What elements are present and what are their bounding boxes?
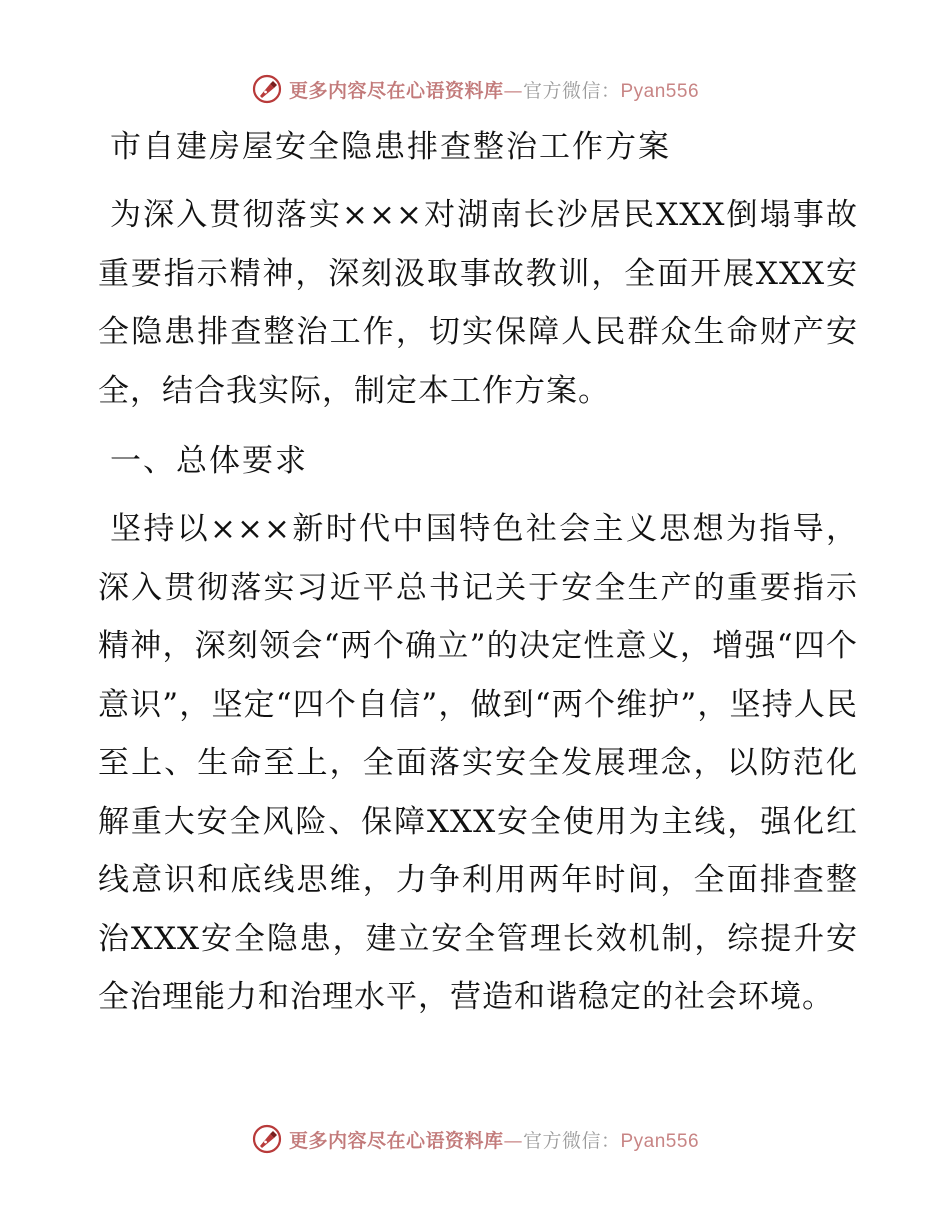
header-wechat-label: 官方微信：	[522, 79, 621, 102]
document-body	[98, 118, 858, 1027]
footer-banner-content	[251, 1123, 699, 1155]
pen-nib-logo-icon	[251, 1123, 283, 1155]
header-wechat-id: Pyan556	[620, 80, 700, 102]
footer-wechat-label: 官方微信：	[522, 1129, 621, 1152]
header-banner-content	[251, 73, 699, 105]
header-banner-text	[289, 76, 699, 103]
footer-banner-text	[289, 1126, 699, 1153]
header-brand: 更多内容尽在心语资料库	[288, 79, 504, 102]
section-1-heading: 一、总体要求	[110, 443, 308, 479]
pen-nib-logo-icon	[251, 73, 283, 105]
document-title: 市自建房屋安全隐患排查整治工作方案	[110, 129, 671, 165]
footer-brand: 更多内容尽在心语资料库	[288, 1129, 504, 1152]
footer-banner	[0, 1114, 950, 1164]
intro-paragraph: 为深入贯彻落实×××对湖南长沙居民XXX倒塌事故重要指示精神，深刻汲取事故教训，全面开展XXX安全隐患排查整治工作，切实保障人民群众生命财产安全，结合我实际，制定本工作方案。	[98, 197, 858, 409]
footer-separator: —	[503, 1129, 523, 1152]
header-separator: —	[503, 79, 523, 102]
section-1-paragraph: 坚持以×××新时代中国特色社会主义思想为指导，深入贯彻落实习近平总书记关于安全生产的重要指示精神，深刻领会“两个确立”的决定性意义，增强“四个意识”，坚定“四个自信”，做到“两个维护”，坚持人民至上、生命至上，全面落实安全发展理念，以防范化解重大安全风险、保障XXX安全使用为主线，强化红线意识和底线思维，力争利用两年时间，全面排查整治XXX安全隐患，建立安全管理长效机制，综提升安全治理能力和治理水平，营造和谐稳定的社会环境。	[98, 511, 858, 1015]
header-banner	[0, 64, 950, 114]
footer-wechat-id: Pyan556	[620, 1130, 700, 1152]
